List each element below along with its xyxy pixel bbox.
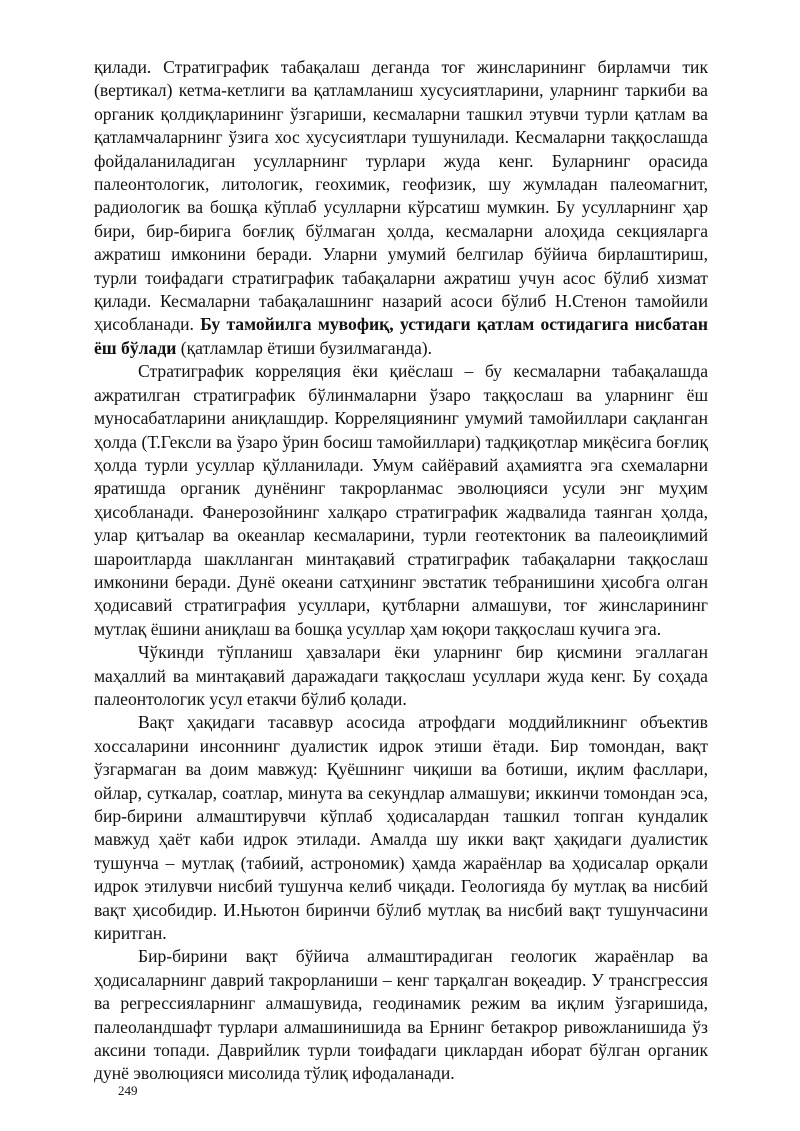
paragraph-1-text: қилади. Стратиграфик табақалаш деганда тоғ жинсларининг бирламчи тик (вертикал) кетма-кетлиги ва қатламланиш хусусиятларини, уларнинг таркиби ва органик қолдиқларининг ўзгариши, кесмаларни ташкил этувчи турли қатлам ва қатламчаларнинг ўзига хос хусусиятлари тушунилади. Кесмаларни таққослашда фойдаланиладиган усулларнинг турлари жуда кенг. Буларнинг орасида палеонтологик, литологик, геохимик, геофизик, шу жумладан палеомагнит, радиологик ва бошқа кўплаб усулларни кўрсатиш мумкин. Бу усулларнинг ҳар бири, бир-бирига боғлиқ бўлмаган ҳолда, кесмаларни алоҳида секцияларга ажратиш имконини беради. Уларни умумий белгилар бўйича бирлаштириш, турли тоифадаги стратиграфик табақаларни ажратиш учун асос бўлиб хизмат қилади. Кесмаларни табақалашнинг назарий асоси бўлиб Н.Стенон тамойили ҳисобланади. [94, 57, 708, 335]
paragraph-1-tail: (қатламлар ётиши бузилмаганда). [176, 337, 433, 358]
document-body [94, 56, 708, 1086]
paragraph-5: Бир-бирини вақт бўйича алмаштирадиган геологик жараёнлар ва ҳодисаларнинг даврий такрорланиши – кенг тарқалган воқеадир. У трансгрессия ва регрессияларнинг алмашувида, геодинамик режим ва иқлим ўзгаришида, палеоландшафт турлари алмашинишида ва Ернинг бетакрор ривожланишида ўз аксини топади. Даврийлик турли тоифадаги циклардан иборат бўлган органик дунё эволюцияси мисолида тўлиқ ифодаланади. [94, 946, 708, 1084]
stenon-principle-bold: Бу тамойилга мувофиқ, устидаги қатлам остидагига нисбатан ёш бўлади [94, 314, 708, 358]
page-number: 249 [118, 1083, 138, 1098]
paragraph-4: Вақт ҳақидаги тасаввур асосида атрофдаги моддийликнинг объектив хоссаларини инсоннинг дуалистик идрок этиши ётади. Бир томондан, вақт ўзгармаган ва доим мавжуд: Қуёшнинг чиқиши ва ботиши, иқлим фасллари, ойлар, суткалар, соатлар, минута ва секундлар алмашуви; иккинчи томондан эса, бир-бирини алмаштирувчи кўплаб ҳодисалардан ташкил топган кундалик мавжуд ҳаёт каби идрок этилади. Амалда шу икки вақт ҳақидаги дуалистик тушунча – мутлақ (табиий, астрономик) ҳамда жараёнлар ва ҳодисалар орқали идрок этилувчи нисбий тушунча келиб чиқади. Геологияда бу мутлақ ва нисбий вақт ҳисобидир. И.Ньютон биринчи бўлиб мутлақ ва нисбий вақт тушунчасини киритган. [94, 712, 708, 944]
paragraph-3: Чўкинди тўпланиш ҳавзалари ёки уларнинг бир қисмини эгаллаган маҳаллий ва минтақавий даражадаги таққослаш усуллари жуда кенг. Бу соҳада палеонтологик усул етакчи бўлиб қолади. [94, 642, 708, 709]
paragraph-2: Стратиграфик корреляция ёки қиёслаш – бу кесмаларни табақалашда ажратилган стратиграфик бўлинмаларни ўзаро таққослаш ва уларнинг ёш муносабатларини аниқлашдир. Корреляциянинг умумий тамойиллари сақланган ҳолда (Т.Гексли ва ўзаро ўрин босиш тамойиллари) тадқиқотлар миқёсига боғлиқ ҳолда турли усуллар қўлланилади. Умум сайёравий аҳамиятга эга схемаларни яратишда органик дунёнинг такрорланмас эволюцияси усули энг муҳим ҳисобланади. Фанерозойнинг халқаро стратиграфик жадвалида таянган ҳолда, улар қитъалар ва океанлар кесмаларини, турли геотектоник ва палеоиқлимий шароитларда шаклланган минтақавий стратиграфик табақаларни таққослаш имконини беради. Дунё океани сатҳининг эвстатик тебранишини ҳисобга олган ҳодисавий стратиграфия усуллари, қутбларни алмашуви, тоғ жинсларининг мутлақ ёшини аниқлаш ва бошқа усуллар ҳам юқори таққослаш кучига эга. [94, 361, 708, 639]
paragraph-1 [94, 56, 708, 360]
